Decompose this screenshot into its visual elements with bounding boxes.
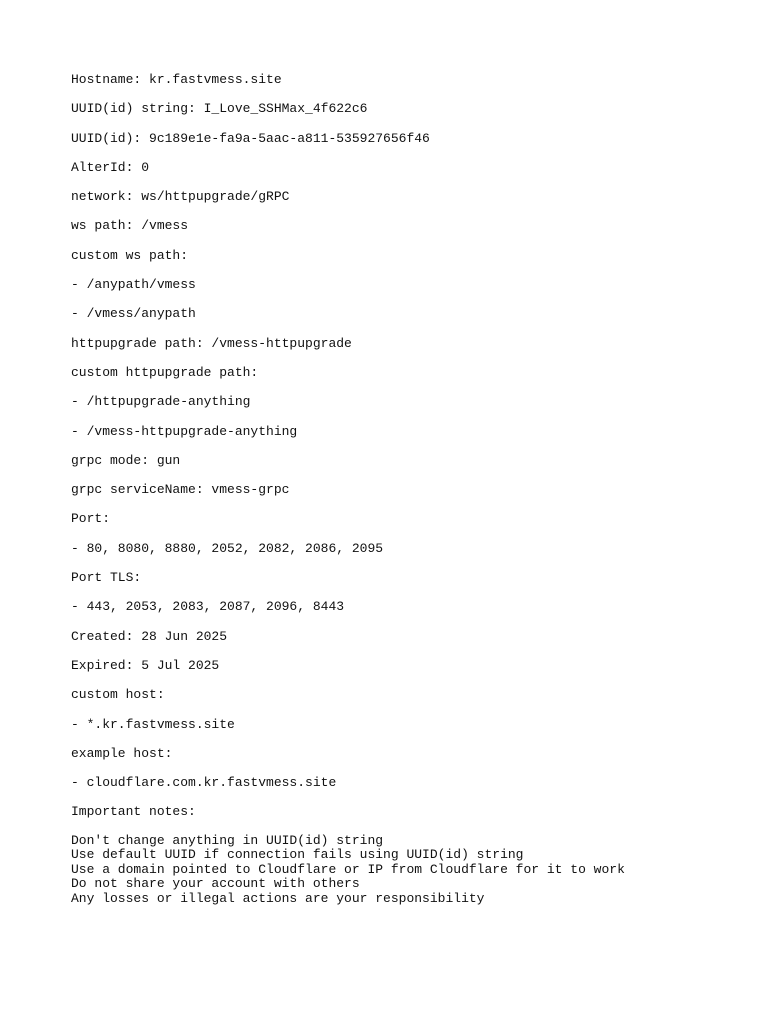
custom-httpupgrade-path-heading: custom httpupgrade path: <box>71 364 259 380</box>
custom-ws-path-item: - /vmess/anypath <box>71 306 196 322</box>
important-notes-heading: Important notes: <box>71 804 196 820</box>
custom-host-item: - *.kr.fastvmess.site <box>71 716 235 732</box>
note-item: Don't change anything in UUID(id) string <box>71 832 384 848</box>
custom-httpupgrade-path-item: - /httpupgrade-anything <box>71 394 251 410</box>
grpc-mode-line: grpc mode: gun <box>71 452 181 468</box>
port-heading: Port: <box>71 511 111 527</box>
note-item: Any losses or illegal actions are your responsibility <box>71 890 485 906</box>
custom-httpupgrade-path-item: - /vmess-httpupgrade-anything <box>71 423 298 439</box>
network-line: network: ws/httpupgrade/gRPC <box>71 189 290 205</box>
hostname-line: Hostname: kr.fastvmess.site <box>71 72 282 87</box>
alterid-line: AlterId: 0 <box>71 159 150 175</box>
expired-line: Expired: 5 Jul 2025 <box>71 657 220 673</box>
custom-ws-path-heading: custom ws path: <box>71 247 189 263</box>
httpupgrade-path-line: httpupgrade path: /vmess-httpupgrade <box>71 335 352 351</box>
note-item: Do not share your account with others <box>71 876 360 892</box>
port-tls-heading: Port TLS: <box>71 570 142 586</box>
important-notes-list <box>71 834 751 907</box>
ws-path-line: ws path: /vmess <box>71 218 189 234</box>
uuid-line: UUID(id): 9c189e1e-fa9a-5aac-a811-535927656f46 <box>71 130 430 146</box>
port-tls-list: - 443, 2053, 2083, 2087, 2096, 8443 <box>71 599 345 615</box>
note-item: Use a domain pointed to Cloudflare or IP from Cloudflare for it to work <box>71 861 625 877</box>
grpc-service-name-line: grpc serviceName: vmess-grpc <box>71 482 290 498</box>
uuid-string-line: UUID(id) string: I_Love_SSHMax_4f622c6 <box>71 101 368 117</box>
account-details-document <box>71 72 751 906</box>
example-host-heading: example host: <box>71 745 173 761</box>
port-list: - 80, 8080, 8880, 2052, 2082, 2086, 2095 <box>71 540 384 556</box>
custom-host-heading: custom host: <box>71 687 165 703</box>
example-host-item: - cloudflare.com.kr.fastvmess.site <box>71 775 337 791</box>
custom-ws-path-item: - /anypath/vmess <box>71 277 196 293</box>
created-line: Created: 28 Jun 2025 <box>71 628 228 644</box>
note-item: Use default UUID if connection fails using UUID(id) string <box>71 847 524 863</box>
